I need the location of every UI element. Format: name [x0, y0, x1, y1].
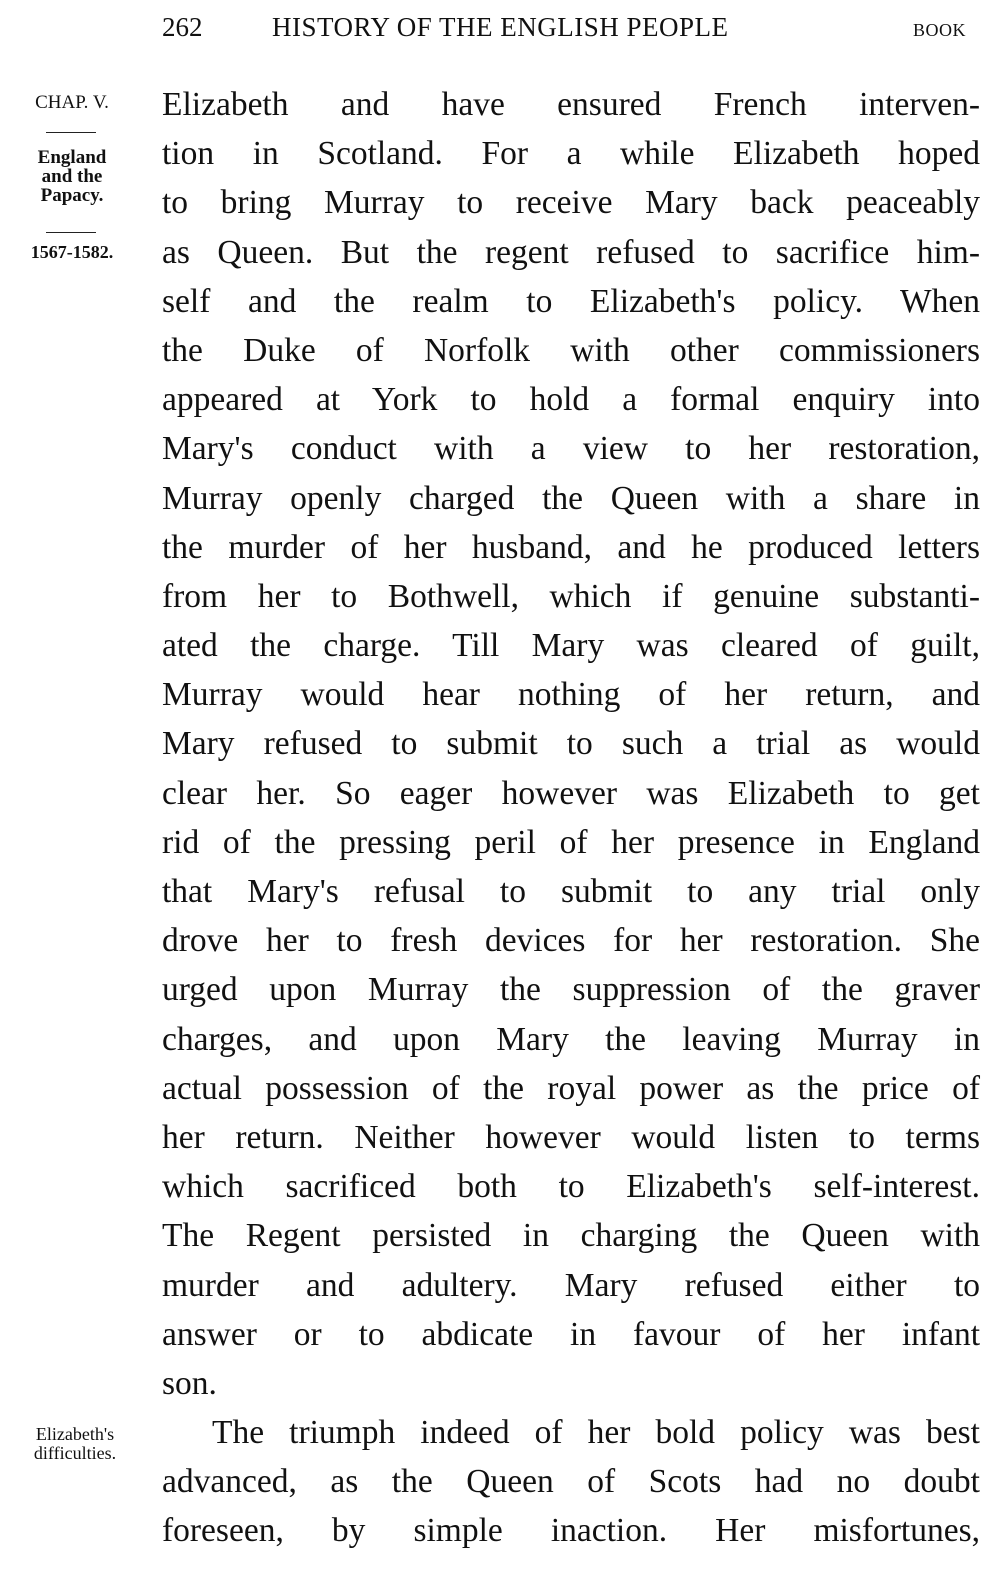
text-line: Murray would hear nothing of her return, and — [162, 676, 980, 714]
text-line: Mary's conduct with a view to her restoration, — [162, 430, 980, 468]
margin-topic-line: Papacy. — [40, 185, 104, 206]
margin-topic-line: England — [37, 147, 107, 168]
text-line: Elizabeth and have ensured French interven- — [162, 86, 980, 123]
margin-divider — [46, 232, 96, 233]
text-line: ated the charge. Till Mary was cleared of guilt, — [162, 627, 980, 665]
text-line: which sacrificed both to Elizabeth's self-interest. — [162, 1168, 980, 1206]
text-line: advanced, as the Queen of Scots had no doubt — [162, 1463, 980, 1501]
text-line: that Mary's refusal to submit to any trial only — [162, 873, 980, 910]
margin-section-line: difficulties. — [33, 1443, 117, 1463]
margin-divider — [46, 132, 96, 133]
text-line: tion in Scotland. For a while Elizabeth hoped — [162, 135, 980, 173]
text-line: the murder of her husband, and he produced letters — [162, 528, 980, 566]
text-line: self and the realm to Elizabeth's policy. When — [162, 282, 980, 320]
margin-dates: 1567-1582. — [30, 242, 114, 262]
margin-section-note — [0, 1425, 150, 1463]
chapter-label: CHAP. V. — [35, 92, 109, 113]
margin-section-line: Elizabeth's — [35, 1424, 115, 1444]
text-line: her return. Neither however would listen to terms — [162, 1118, 980, 1156]
text-line: actual possession of the royal power as the price of — [162, 1069, 980, 1107]
text-line: rid of the pressing peril of her presence in England — [162, 823, 980, 861]
running-title: HISTORY OF THE ENGLISH PEOPLE — [272, 12, 729, 42]
text-line: clear her. So eager however was Elizabeth to get — [162, 774, 980, 812]
text-line: The Regent persisted in charging the Queen with — [162, 1217, 980, 1255]
text-line: from her to Bothwell, which if genuine substanti- — [162, 577, 980, 615]
text-line: Murray openly charged the Queen with a share in — [162, 479, 980, 517]
text-line: murder and adultery. Mary refused either to — [162, 1266, 980, 1304]
paragraph-first-line: The triumph indeed of her bold policy was best — [212, 1414, 980, 1452]
margin-topic — [4, 148, 140, 205]
text-line: Mary refused to submit to such a trial as would — [162, 725, 980, 763]
margin-topic-line: and the — [41, 166, 103, 187]
text-line: as Queen. But the regent refused to sacrifice him- — [162, 233, 980, 271]
text-line: the Duke of Norfolk with other commissioners — [162, 331, 980, 369]
text-line: to bring Murray to receive Mary back peaceably — [162, 184, 980, 222]
text-line: urged upon Murray the suppression of the graver — [162, 971, 980, 1009]
text-line: appeared at York to hold a formal enquiry into — [162, 381, 980, 419]
text-line: charges, and upon Mary the leaving Murray in — [162, 1020, 980, 1058]
text-line: drove her to fresh devices for her restoration. She — [162, 922, 980, 960]
book-label: BOOK — [913, 20, 967, 40]
page-number: 262 — [162, 12, 203, 42]
body-text — [162, 80, 980, 1556]
running-header — [0, 8, 1000, 48]
text-line: son. — [162, 1364, 217, 1402]
text-line: foreseen, by simple inaction. Her misfortunes, — [162, 1512, 980, 1550]
text-line: answer or to abdicate in favour of her infant — [162, 1315, 980, 1353]
